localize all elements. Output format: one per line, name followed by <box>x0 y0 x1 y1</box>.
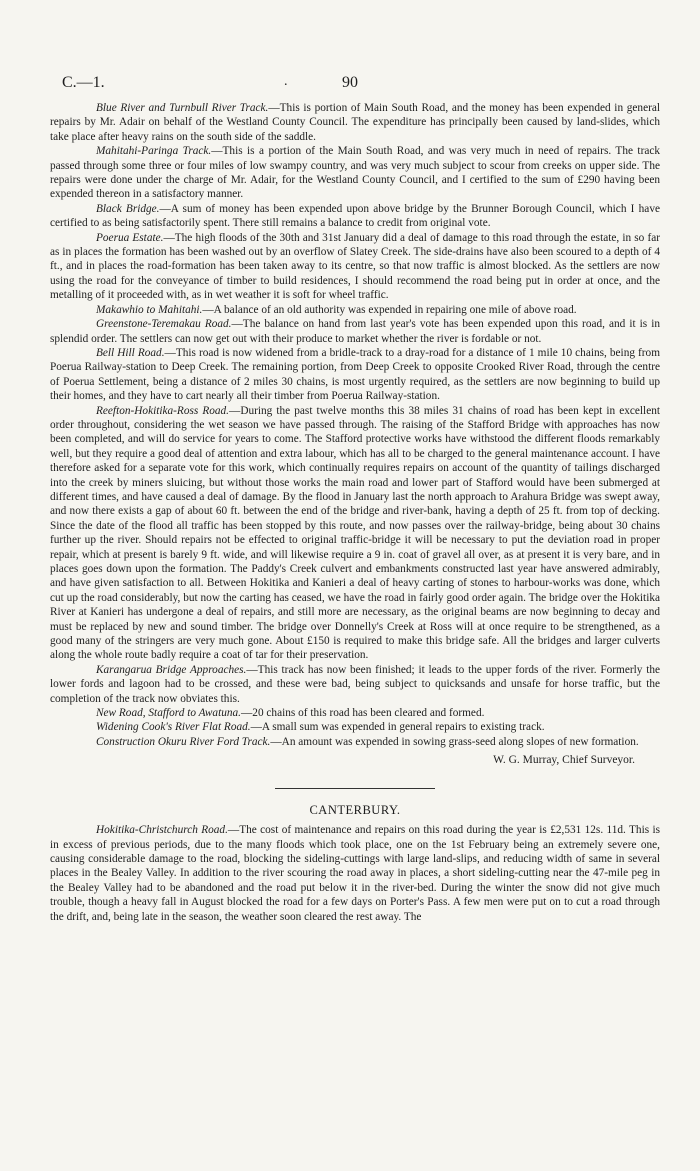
paragraph-heading: New Road, Stafford to Awatuna. <box>96 707 241 720</box>
paragraph-text: —This track has now been finished; it leads to the upper fords of the river. Formerly the lower fords and lagoon had to be crossed, and these were bad, being subject to quicksands and unsafe for horse traffic, but the completion of the track now obviates this. <box>50 663 660 705</box>
paragraph-heading: Mahitahi-Paringa Track. <box>96 145 212 158</box>
paragraph-text: —A balance of an old authority was expended in repairing one mile of above road. <box>202 303 577 316</box>
paragraph-heading: Poerua Estate. <box>96 231 164 244</box>
paragraph-text: —During the past twelve months this 38 miles 31 chains of road has been kept in excellent order throughout, considering the wet season we have passed through. The raising of the Stafford Bridge with approaches has now been completed, and will do service for years to come. The Stafford protective works have withstood the different floods remarkably well, but they require a good deal of attention and extra labour, which has all to be charged to the general maintenance account. I have therefore asked for a separate vote for this work, which continually requires repairs on account of the quantity of tailings discharged into the creek by miners sluicing, but without those works the main road and lower part of Stafford would have been submerged at different times, and have caused a deal of damage. By the flood in January last the north approach to Arahura Bridge was swept away, and now there exists a gap of about 60 ft. between the end of the bridge and river-bank, having a depth of 25 ft. from top of decking. Since the date of the flood all traffic has been stopped by this route, and now passes over the railway-bridge, being about 30 chains further up the river. Should repairs not be effected to original traffic-bridge it will be necessary to put the deviation road in proper repair, which at present is barely 9 ft. wide, and will likewise require a 9 in. coat of gravel all over, as at present it is very bare, and in places goes down upon the formation. The Paddy's Creek culvert and embankments constructed last year have answered admirably, and have given satisfaction to all. Between Hokitika and Kanieri a deal of heavy carting of stones to harbour-works was done, which cut up the road considerably, but now the carting has ceased, we have the road in fairly good order again. The bridge over the Hokitika River at Kanieri has undergone a deal of repairs, and still more are necessary, as the original beams are now beginning to decay and must be replaced by new and sound timber. The bridge over Donnelly's Creek at Ross will at once require to be strengthened, as a good many of the stringers are very much gone. About £150 is required to make this bridge safe. All the bridges and larger culverts along the whole route badly require a coat of tar for their preservation. <box>50 404 660 662</box>
paragraph <box>50 706 660 720</box>
paragraph-text: —An amount was expended in sowing grass-seed along slopes of new formation. <box>270 735 639 748</box>
paragraph-heading: Construction Okuru River Ford Track. <box>96 735 271 748</box>
paragraph-text: —This is a portion of the Main South Road, and was very much in need of repairs. The track passed through some three or four miles of low swampy country, and was very much subject to scour from creeks on upper side. The repairs were done under the charge of Mr. Adair, for the Westland County Council, and I certified to the sum of £290 having been expended thereon in a satisfactory manner. <box>50 145 661 201</box>
paragraph-text: —A small sum was expended in general repairs to existing track. <box>250 721 545 734</box>
paragraph-text: —20 chains of this road has been cleared and formed. <box>241 707 485 720</box>
paragraph <box>50 202 660 231</box>
paragraph-heading: Black Bridge. <box>96 202 160 215</box>
paragraph-heading: Widening Cook's River Flat Road. <box>96 721 251 734</box>
paragraph-heading: Karangarua Bridge Approaches. <box>96 663 247 676</box>
paragraph <box>50 735 660 749</box>
paragraph <box>50 663 660 706</box>
page-number: 90 <box>342 74 358 91</box>
signature: W. G. Murray, Chief Surveyor. <box>493 754 635 767</box>
paragraph-text: —This is portion of Main South Road, and the money has been expended in general repairs by Mr. Adair on behalf of the Westland County Council. The expenditure has principally been caused by land-slides, which take place after heavy rains on the south side of the saddle. <box>50 102 660 143</box>
paragraph <box>50 823 660 924</box>
paragraph-heading: Bell Hill Road. <box>96 346 165 359</box>
paragraph <box>50 101 660 144</box>
section-title: CANTERBURY. <box>309 802 401 817</box>
paragraph <box>50 144 660 202</box>
paragraph-heading: Greenstone-Teremakau Road. <box>96 318 232 331</box>
paragraph-text: —A sum of money has been expended upon above bridge by the Brunner Borough Council, which I have certified to as being satisfactorily spent. There still remains a balance to credit from original vote. <box>50 202 660 230</box>
paragraph <box>50 303 660 317</box>
paragraph-heading: Blue River and Turnbull River Track. <box>96 102 269 114</box>
paragraph <box>50 346 660 404</box>
paragraph-heading: Reefton-Hokitika-Ross Road. <box>96 404 230 417</box>
paragraph <box>50 404 660 663</box>
paragraph <box>50 720 660 734</box>
document-reference: C.—1. <box>62 74 105 91</box>
document-body <box>50 101 660 924</box>
paragraph-heading: Makawhio to Mahitahi. <box>96 303 203 316</box>
header-dot: . <box>284 74 288 89</box>
paragraph-text: —The high floods of the 30th and 31st January did a deal of damage to this road through the estate, in so far as in places the formation has been washed out by an overflow of Slatey Creek. The side-drains have also been scoured to a depth of 4 ft., and in places the road-formation has been taken away to its centre, so that now traffic is almost blocked. As the settlers are now using the road for the conveyance of timber to build residences, I should recommend the road being put in order at once, and the metalling of it proceeded with, as in wet weather it is soft for wheel traffic. <box>50 231 660 302</box>
page-header <box>62 74 660 94</box>
section-divider <box>275 788 435 789</box>
paragraph <box>50 317 660 346</box>
paragraph-text: —The balance on hand from last year's vote has been expended upon this road, and it is in splendid order. The settlers can now get out with their produce to market whether the river is fordable or not. <box>50 318 660 345</box>
paragraph-heading: Hokitika-Christchurch Road. <box>96 824 228 837</box>
paragraph <box>50 231 660 303</box>
paragraph-text: —This road is now widened from a bridle-track to a dray-road for a distance of 1 mile 10 chains, being from Poerua Railway-station to Deep Creek. The remaining portion, from Deep Creek to opposite Crooked River Road, through the centre of Poerua Settlement, being a distance of 2 miles 30 chains, is most urgently required, as the settlers are now beginning to build up their homes, and they have to cart nearly all their timber from Poerua Railway-station. <box>50 346 660 403</box>
paragraph-text: —The cost of maintenance and repairs on this road during the year is £2,531 12s. 11d. This is in excess of previous periods, due to the many floods which took place, one on the 1st February being an extremely severe one, causing considerable damage to the road, blocking the sideling-cuttings with large land-slips, and reducing width of same in several places in the Bealey Valley. In addition to the river scouring the road away in places, a short sideling-cutting near the 47-mile peg in the Bealey Valley had to be abandoned and the road put below it in the river-bed. During the winter the snow did not give much trouble, though a heavy fall in August blocked the road for a few days on Porter's Pass. A few men were put on to cut a road through the drift, and, being late in the season, the weather soon cleared the rest away. The <box>50 824 661 923</box>
